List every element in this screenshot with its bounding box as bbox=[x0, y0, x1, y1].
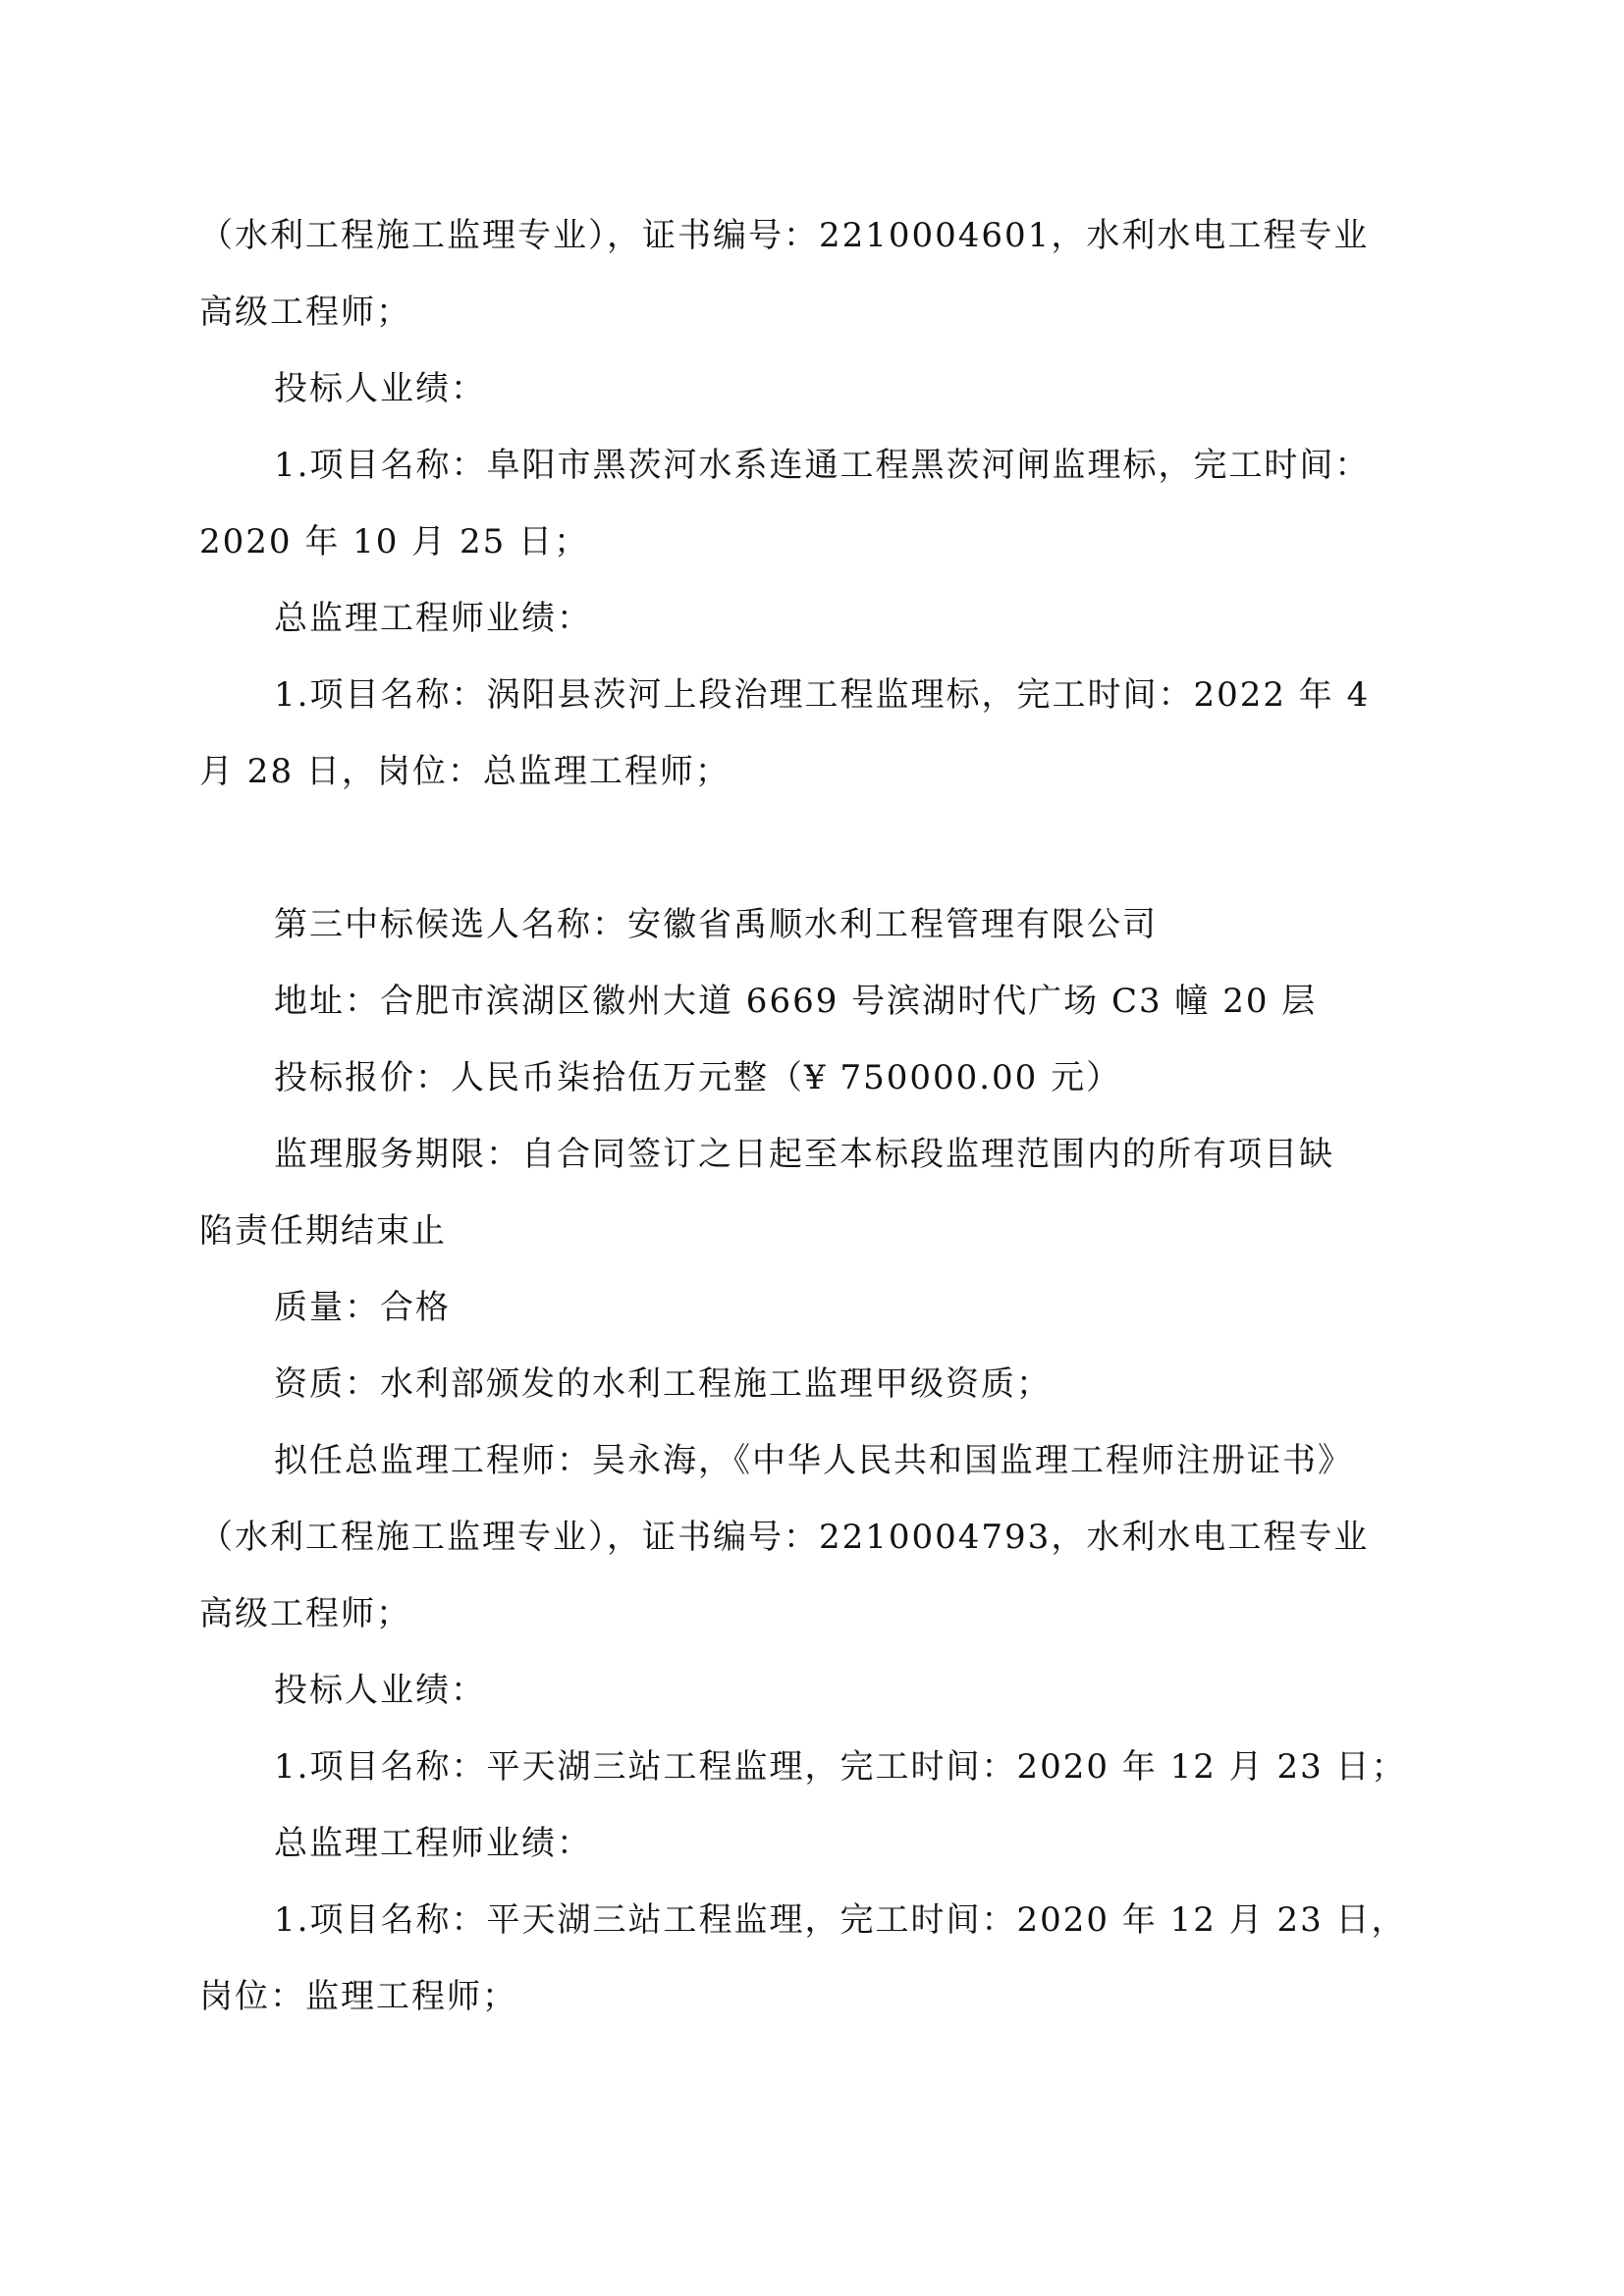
text-line: 投标人业绩： bbox=[274, 1671, 486, 1710]
text-line: 投标报价：人民币柒拾伍万元整（¥ 750000.00 元） bbox=[274, 1058, 1122, 1097]
text-line: 2020 年 10 月 25 日； bbox=[199, 522, 590, 561]
text-line: 1.项目名称：平天湖三站工程监理，完工时间：2020 年 12 月 23 日， bbox=[274, 1900, 1407, 1940]
text-line: 1.项目名称：涡阳县茨河上段治理工程监理标，完工时间：2022 年 4 bbox=[274, 675, 1371, 715]
text-line: 总监理工程师业绩： bbox=[274, 599, 592, 638]
text-line: 拟任总监理工程师：吴永海，《中华人民共和国监理工程师注册证书》 bbox=[274, 1441, 1353, 1480]
text-line: 岗位：监理工程师； bbox=[199, 1977, 517, 2016]
text-line: 第三中标候选人名称：安徽省禹顺水利工程管理有限公司 bbox=[274, 905, 1158, 944]
text-line: 1.项目名称：阜阳市黑茨河水系连通工程黑茨河闸监理标，完工时间： bbox=[274, 446, 1371, 485]
text-line: 陷责任期结束止 bbox=[199, 1211, 447, 1251]
text-line: （水利工程施工监理专业），证书编号：2210004793，水利水电工程专业 bbox=[199, 1518, 1370, 1557]
text-line: 资质：水利部颁发的水利工程施工监理甲级资质； bbox=[274, 1364, 1052, 1404]
text-line: 总监理工程师业绩： bbox=[274, 1824, 592, 1863]
text-line: 监理服务期限：自合同签订之日起至本标段监理范围内的所有项目缺 bbox=[274, 1135, 1334, 1174]
text-line: 高级工程师； bbox=[199, 293, 411, 332]
text-line: 质量：合格 bbox=[274, 1288, 451, 1327]
text-line: 月 28 日，岗位：总监理工程师； bbox=[199, 752, 731, 791]
text-line: 投标人业绩： bbox=[274, 369, 486, 408]
text-line: 地址：合肥市滨湖区徽州大道 6669 号滨湖时代广场 C3 幢 20 层 bbox=[274, 982, 1318, 1021]
text-line: （水利工程施工监理专业），证书编号：2210004601，水利水电工程专业 bbox=[199, 216, 1370, 255]
text-line: 高级工程师； bbox=[199, 1594, 411, 1633]
text-line: 1.项目名称：平天湖三站工程监理，完工时间：2020 年 12 月 23 日； bbox=[274, 1747, 1407, 1787]
